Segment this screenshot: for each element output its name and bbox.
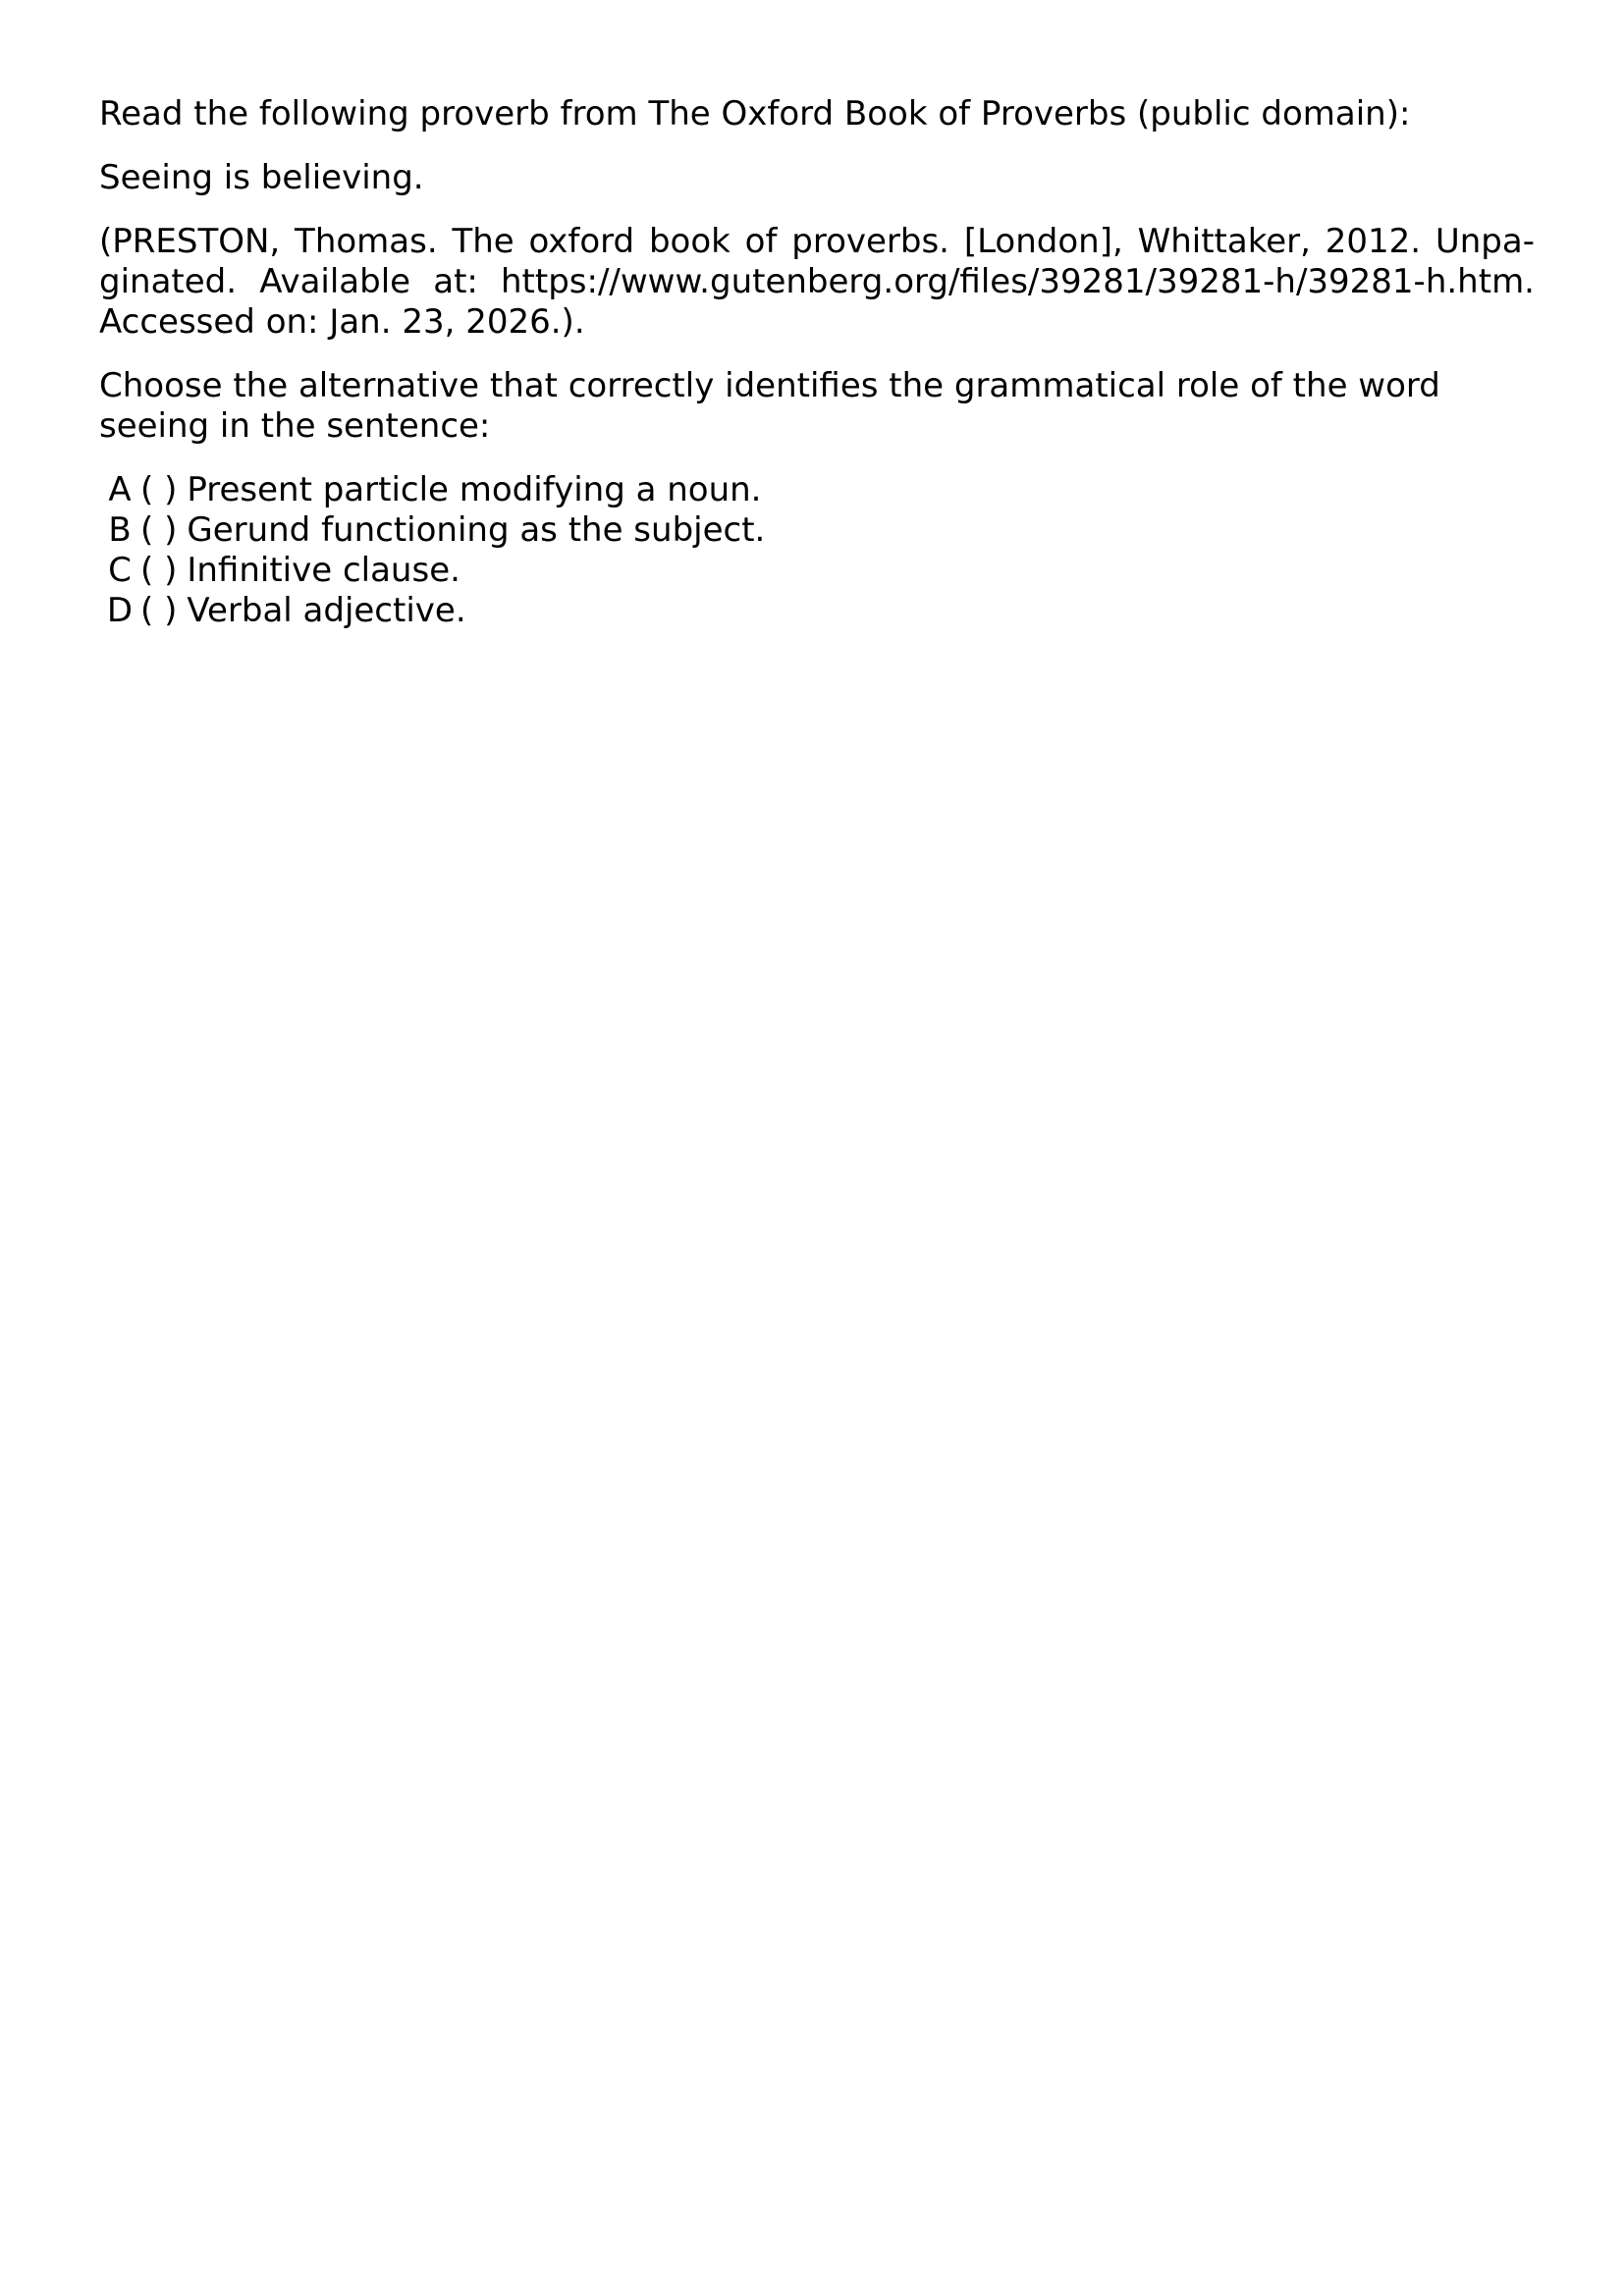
citation-line: Accessed on: Jan. 23, 2026.). <box>99 302 585 342</box>
citation-line: (PRESTON, Thomas. The oxford book of proverbs. [London], Whittaker, 2012. Unpa- <box>99 222 1535 261</box>
option-text: Gerund functioning as the subject. <box>187 510 766 550</box>
citation-line: ginated. Available at: https://www.gutenberg.org/files/39281/39281-h/39281-h.htm. <box>99 262 1535 301</box>
option-letter: A <box>108 470 132 509</box>
option-text: Infinitive clause. <box>187 551 460 590</box>
citation <box>99 222 1535 343</box>
intro-text: Read the following proverb from The Oxford Book of Proverbs (public domain): <box>99 94 1411 133</box>
option-text: Present particle modifying a noun. <box>187 470 762 509</box>
option-d[interactable] <box>99 591 1535 631</box>
proverb-text: Seeing is believing. <box>99 158 424 197</box>
option-letter: B <box>108 510 132 550</box>
option-b[interactable] <box>99 510 1535 551</box>
option-checkbox[interactable]: ( ) <box>140 591 178 630</box>
option-c[interactable] <box>99 551 1535 591</box>
option-text: Verbal adjective. <box>187 591 466 630</box>
document-page <box>99 94 1535 631</box>
option-letter: D <box>106 591 134 630</box>
option-checkbox[interactable]: ( ) <box>140 470 178 509</box>
question-text: Choose the alternative that correctly identifies the grammatical role of the word seeing in the sentence: <box>99 366 1440 446</box>
option-letter: C <box>108 551 132 590</box>
option-a[interactable] <box>99 470 1535 510</box>
option-checkbox[interactable]: ( ) <box>140 551 178 590</box>
option-checkbox[interactable]: ( ) <box>140 510 178 550</box>
answer-options <box>99 470 1535 631</box>
